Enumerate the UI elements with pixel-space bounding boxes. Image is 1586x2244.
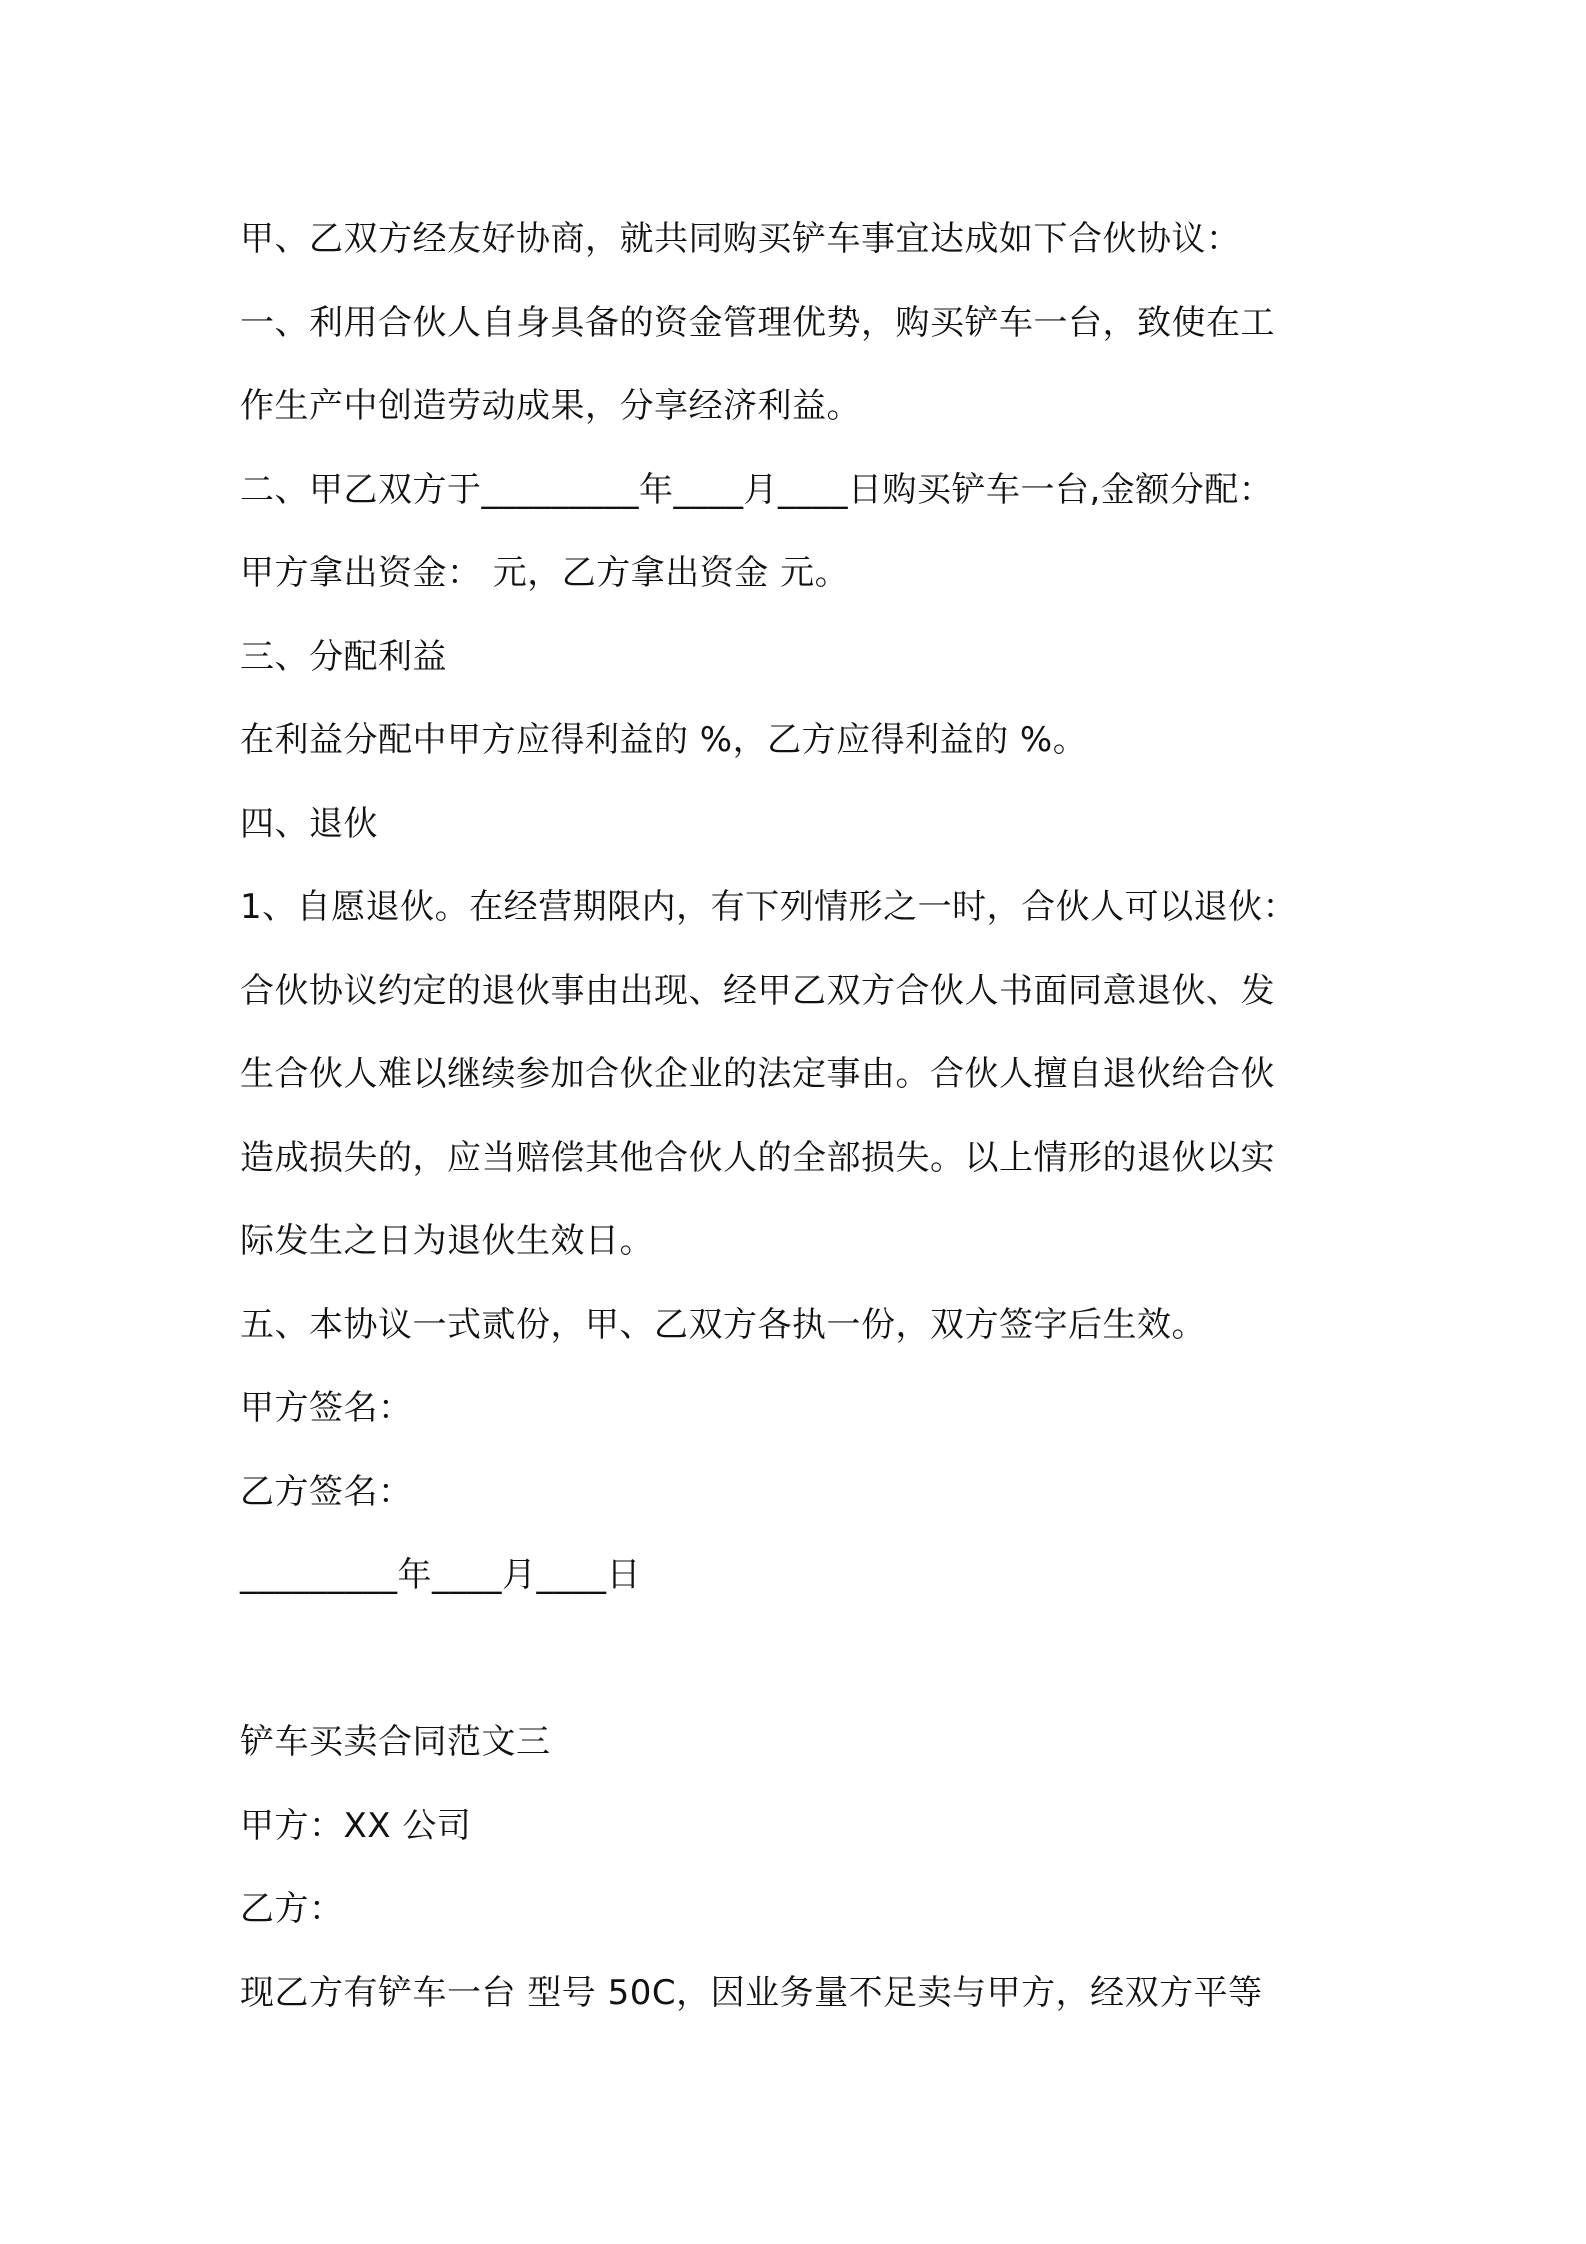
- clause-3-text: 在利益分配中甲方应得利益的 %，乙方应得利益的 %。: [240, 720, 1088, 760]
- intro-paragraph: 甲、乙双方经友好协商，就共同购买铲车事宜达成如下合伙协议：: [240, 219, 1241, 259]
- signature-date: _________年____月____日: [240, 1555, 641, 1595]
- section-spacer: [240, 1618, 1360, 1702]
- section-title: 铲车买卖合同范文三: [240, 1722, 551, 1762]
- party-a-signature: 甲方签名：: [240, 1388, 413, 1428]
- party-b-line: 乙方：: [240, 1889, 344, 1929]
- clause-2-funds-line: 甲方拿出资金： 元，乙方拿出资金 元。: [240, 553, 850, 593]
- clause-4-line-5: 际发生之日为退伙生效日。: [240, 1221, 654, 1261]
- party-b-signature: 乙方签名：: [240, 1471, 413, 1512]
- clause-4-line-3: 生合伙人难以继续参加合伙企业的法定事由。合伙人擅自退伙给合伙: [240, 1054, 1275, 1094]
- clause-1-line-2: 作生产中创造劳动成果，分享经济利益。: [240, 386, 861, 426]
- clause-4-line-4: 造成损失的，应当赔偿其他合伙人的全部损失。以上情形的退伙以实: [240, 1137, 1275, 1178]
- clause-4-line-2: 合伙协议约定的退伙事由出现、经甲乙双方合伙人书面同意退伙、发: [240, 970, 1275, 1011]
- clause-1-line-1: 一、利用合伙人自身具备的资金管理优势，购买铲车一台，致使在工: [240, 302, 1275, 343]
- party-a-line: 甲方：XX 公司: [240, 1805, 472, 1846]
- clause-5-text: 五、本协议一式贰份，甲、乙双方各执一份，双方签字后生效。: [240, 1304, 1206, 1345]
- clause-2-date-line: 二、甲乙双方于_________年____月____日购买铲车一台,金额分配：: [240, 469, 1274, 510]
- clause-4-line-1: 1、自愿退伙。在经营期限内，有下列情形之一时，合伙人可以退伙：: [240, 887, 1298, 927]
- contract-opening-line: 现乙方有铲车一台 型号 50C，因业务量不足卖与甲方，经双方平等: [240, 1972, 1263, 2013]
- document-body: [240, 198, 1360, 2035]
- clause-4-heading: 四、退伙: [240, 803, 378, 844]
- clause-3-heading: 三、分配利益: [240, 636, 447, 677]
